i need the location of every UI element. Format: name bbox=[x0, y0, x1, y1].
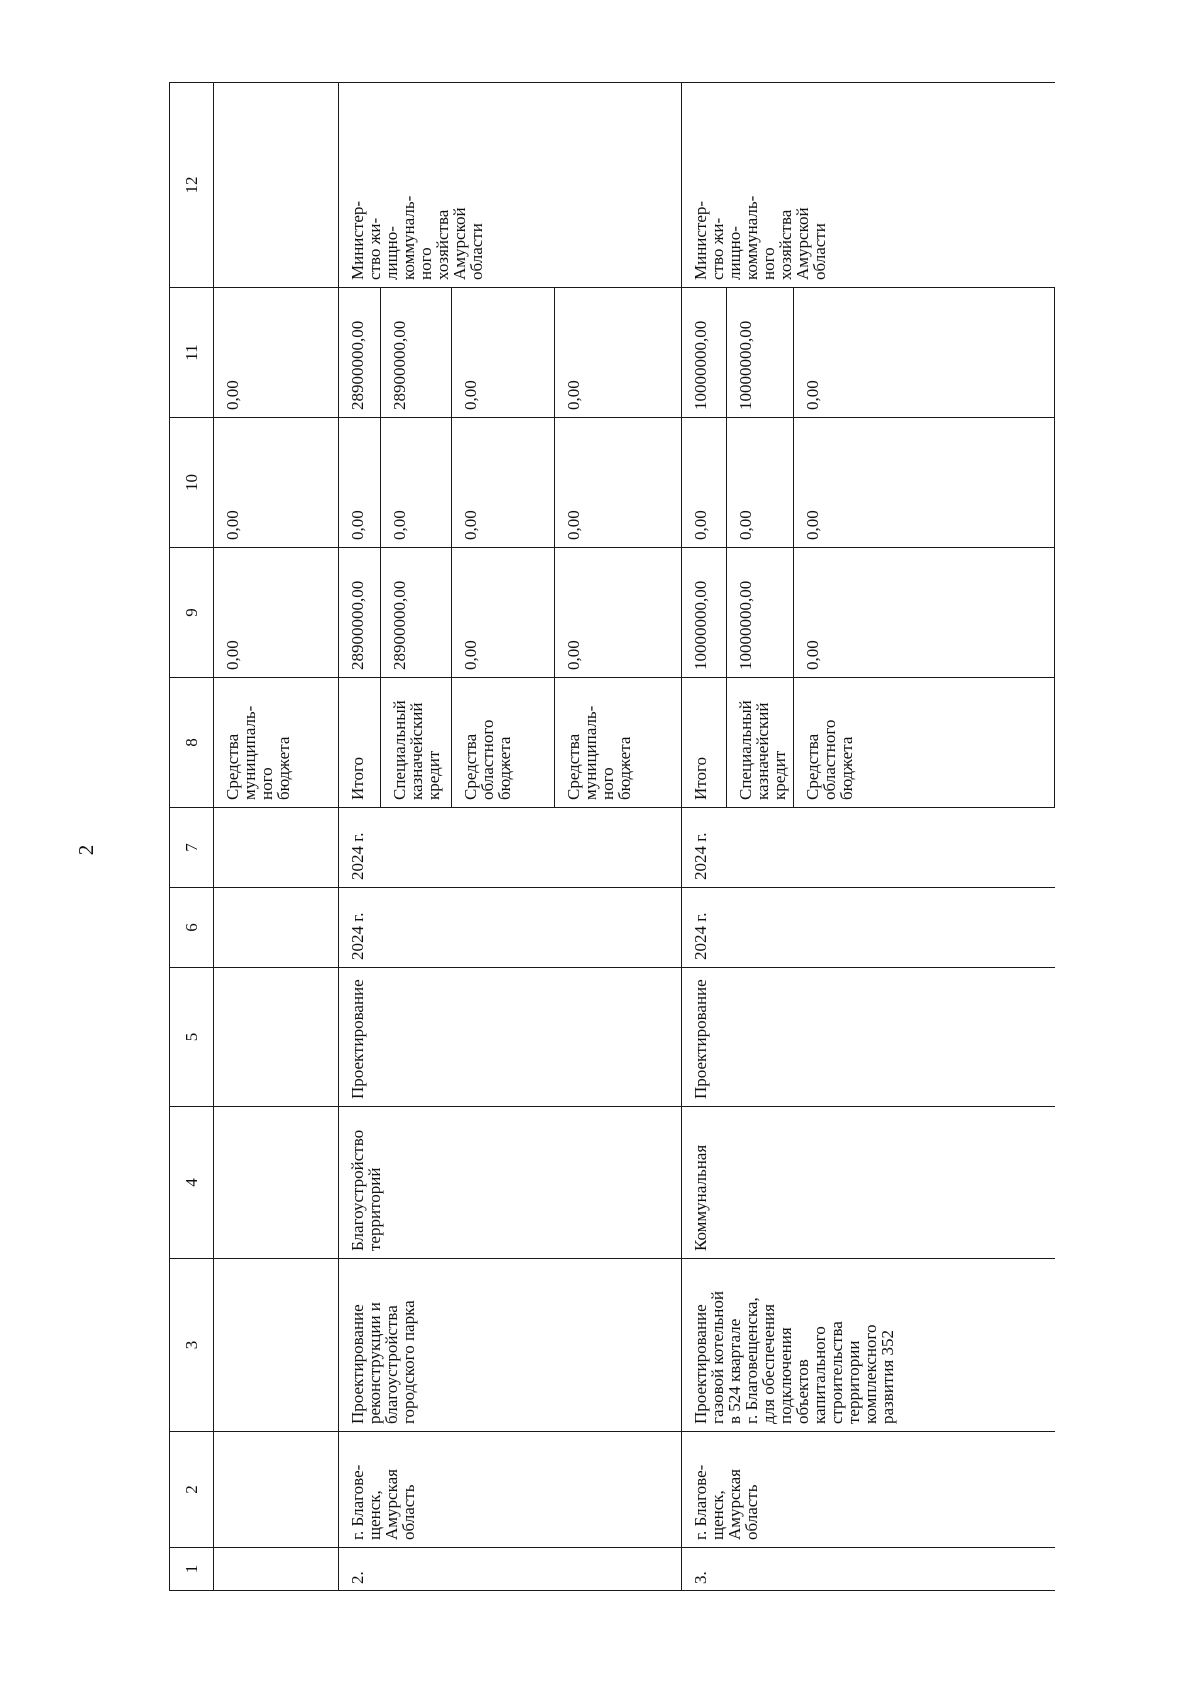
amount-cell: 0,00 bbox=[794, 418, 1055, 548]
amount-cell: 28900000,00 bbox=[339, 548, 381, 678]
stage-cell: Проектирование bbox=[682, 968, 1055, 1107]
amount-cell: 0,00 bbox=[452, 548, 555, 678]
amount-cell: 0,00 bbox=[727, 418, 794, 548]
amount-cell: 0,00 bbox=[555, 418, 682, 548]
end-year-cell: 2024 г. bbox=[339, 808, 682, 888]
page-number: 2 bbox=[74, 844, 98, 856]
amount-cell: 10000000,00 bbox=[727, 288, 794, 418]
stage-cell: Проектирование bbox=[339, 968, 682, 1107]
start-year-cell: 2024 г. bbox=[339, 888, 682, 968]
column-number: 5 bbox=[170, 968, 214, 1107]
funding-source-cell: Средства областного бюджета bbox=[794, 678, 1055, 808]
amount-cell: 0,00 bbox=[214, 418, 339, 548]
project-type-cell: Благоустройство территорий bbox=[339, 1107, 682, 1259]
funding-source-cell: Итого bbox=[682, 678, 727, 808]
project-name-cell: Проектирование газовой котельной в 524 квартале г. Благовещенска, для обеспечения подключения объектов капитального строительства территории комплексного развития 352 bbox=[682, 1259, 1055, 1432]
executor-cell: Министер- ство жи- лищно- коммуналь- ного хозяйства Амурской области bbox=[339, 83, 682, 288]
amount-cell: 0,00 bbox=[555, 288, 682, 418]
row-number: 2. bbox=[339, 1548, 682, 1591]
amount-cell: 10000000,00 bbox=[682, 548, 727, 678]
start-year-cell: 2024 г. bbox=[682, 888, 1055, 968]
column-number: 9 bbox=[170, 548, 214, 678]
carryover-row bbox=[214, 83, 339, 1591]
amount-cell: 0,00 bbox=[381, 418, 452, 548]
column-number: 6 bbox=[170, 888, 214, 968]
amount-cell: 0,00 bbox=[214, 288, 339, 418]
location-cell: г. Благове- щенск, Амурская область bbox=[339, 1432, 682, 1548]
amount-cell: 0,00 bbox=[555, 548, 682, 678]
amount-cell: 28900000,00 bbox=[381, 288, 452, 418]
funding-source-cell: Средства областного бюджета bbox=[452, 678, 555, 808]
amount-cell: 0,00 bbox=[214, 548, 339, 678]
funding-source-cell: Средства муниципаль- ного бюджета bbox=[555, 678, 682, 808]
project-type-cell: Коммунальная bbox=[682, 1107, 1055, 1259]
amount-cell: 28900000,00 bbox=[339, 288, 381, 418]
column-number: 7 bbox=[170, 808, 214, 888]
amount-cell: 0,00 bbox=[452, 288, 555, 418]
amount-cell: 0,00 bbox=[452, 418, 555, 548]
funding-source-cell: Специальный казначейский кредит bbox=[727, 678, 794, 808]
table-row bbox=[339, 83, 381, 1591]
executor-cell: Министер- ство жи- лищно- коммуналь- ного хозяйства Амурской области bbox=[682, 83, 1055, 288]
column-number: 11 bbox=[170, 288, 214, 418]
column-number: 10 bbox=[170, 418, 214, 548]
column-number: 12 bbox=[170, 83, 214, 288]
amount-cell: 10000000,00 bbox=[682, 288, 727, 418]
rotated-table-wrapper bbox=[169, 83, 1053, 1591]
location-cell: г. Благове- щенск, Амурская область bbox=[682, 1432, 1055, 1548]
column-number-row bbox=[170, 83, 214, 1591]
column-number: 1 bbox=[170, 1548, 214, 1591]
amount-cell: 0,00 bbox=[794, 548, 1055, 678]
project-name-cell: Проектирование реконструкции и благоустройства городского парка bbox=[339, 1259, 682, 1432]
amount-cell: 28900000,00 bbox=[381, 548, 452, 678]
column-number: 8 bbox=[170, 678, 214, 808]
row-number: 3. bbox=[682, 1548, 1055, 1591]
table-row bbox=[682, 83, 727, 1591]
amount-cell: 10000000,00 bbox=[727, 548, 794, 678]
investment-projects-table bbox=[169, 82, 1055, 1591]
funding-source-cell: Специальный казначейский кредит bbox=[381, 678, 452, 808]
funding-source-cell: Средства муниципаль- ного бюджета bbox=[214, 678, 339, 808]
funding-source-cell: Итого bbox=[339, 678, 381, 808]
column-number: 2 bbox=[170, 1432, 214, 1548]
column-number: 3 bbox=[170, 1259, 214, 1432]
column-number: 4 bbox=[170, 1107, 214, 1259]
amount-cell: 0,00 bbox=[682, 418, 727, 548]
amount-cell: 0,00 bbox=[794, 288, 1055, 418]
end-year-cell: 2024 г. bbox=[682, 808, 1055, 888]
amount-cell: 0,00 bbox=[339, 418, 381, 548]
